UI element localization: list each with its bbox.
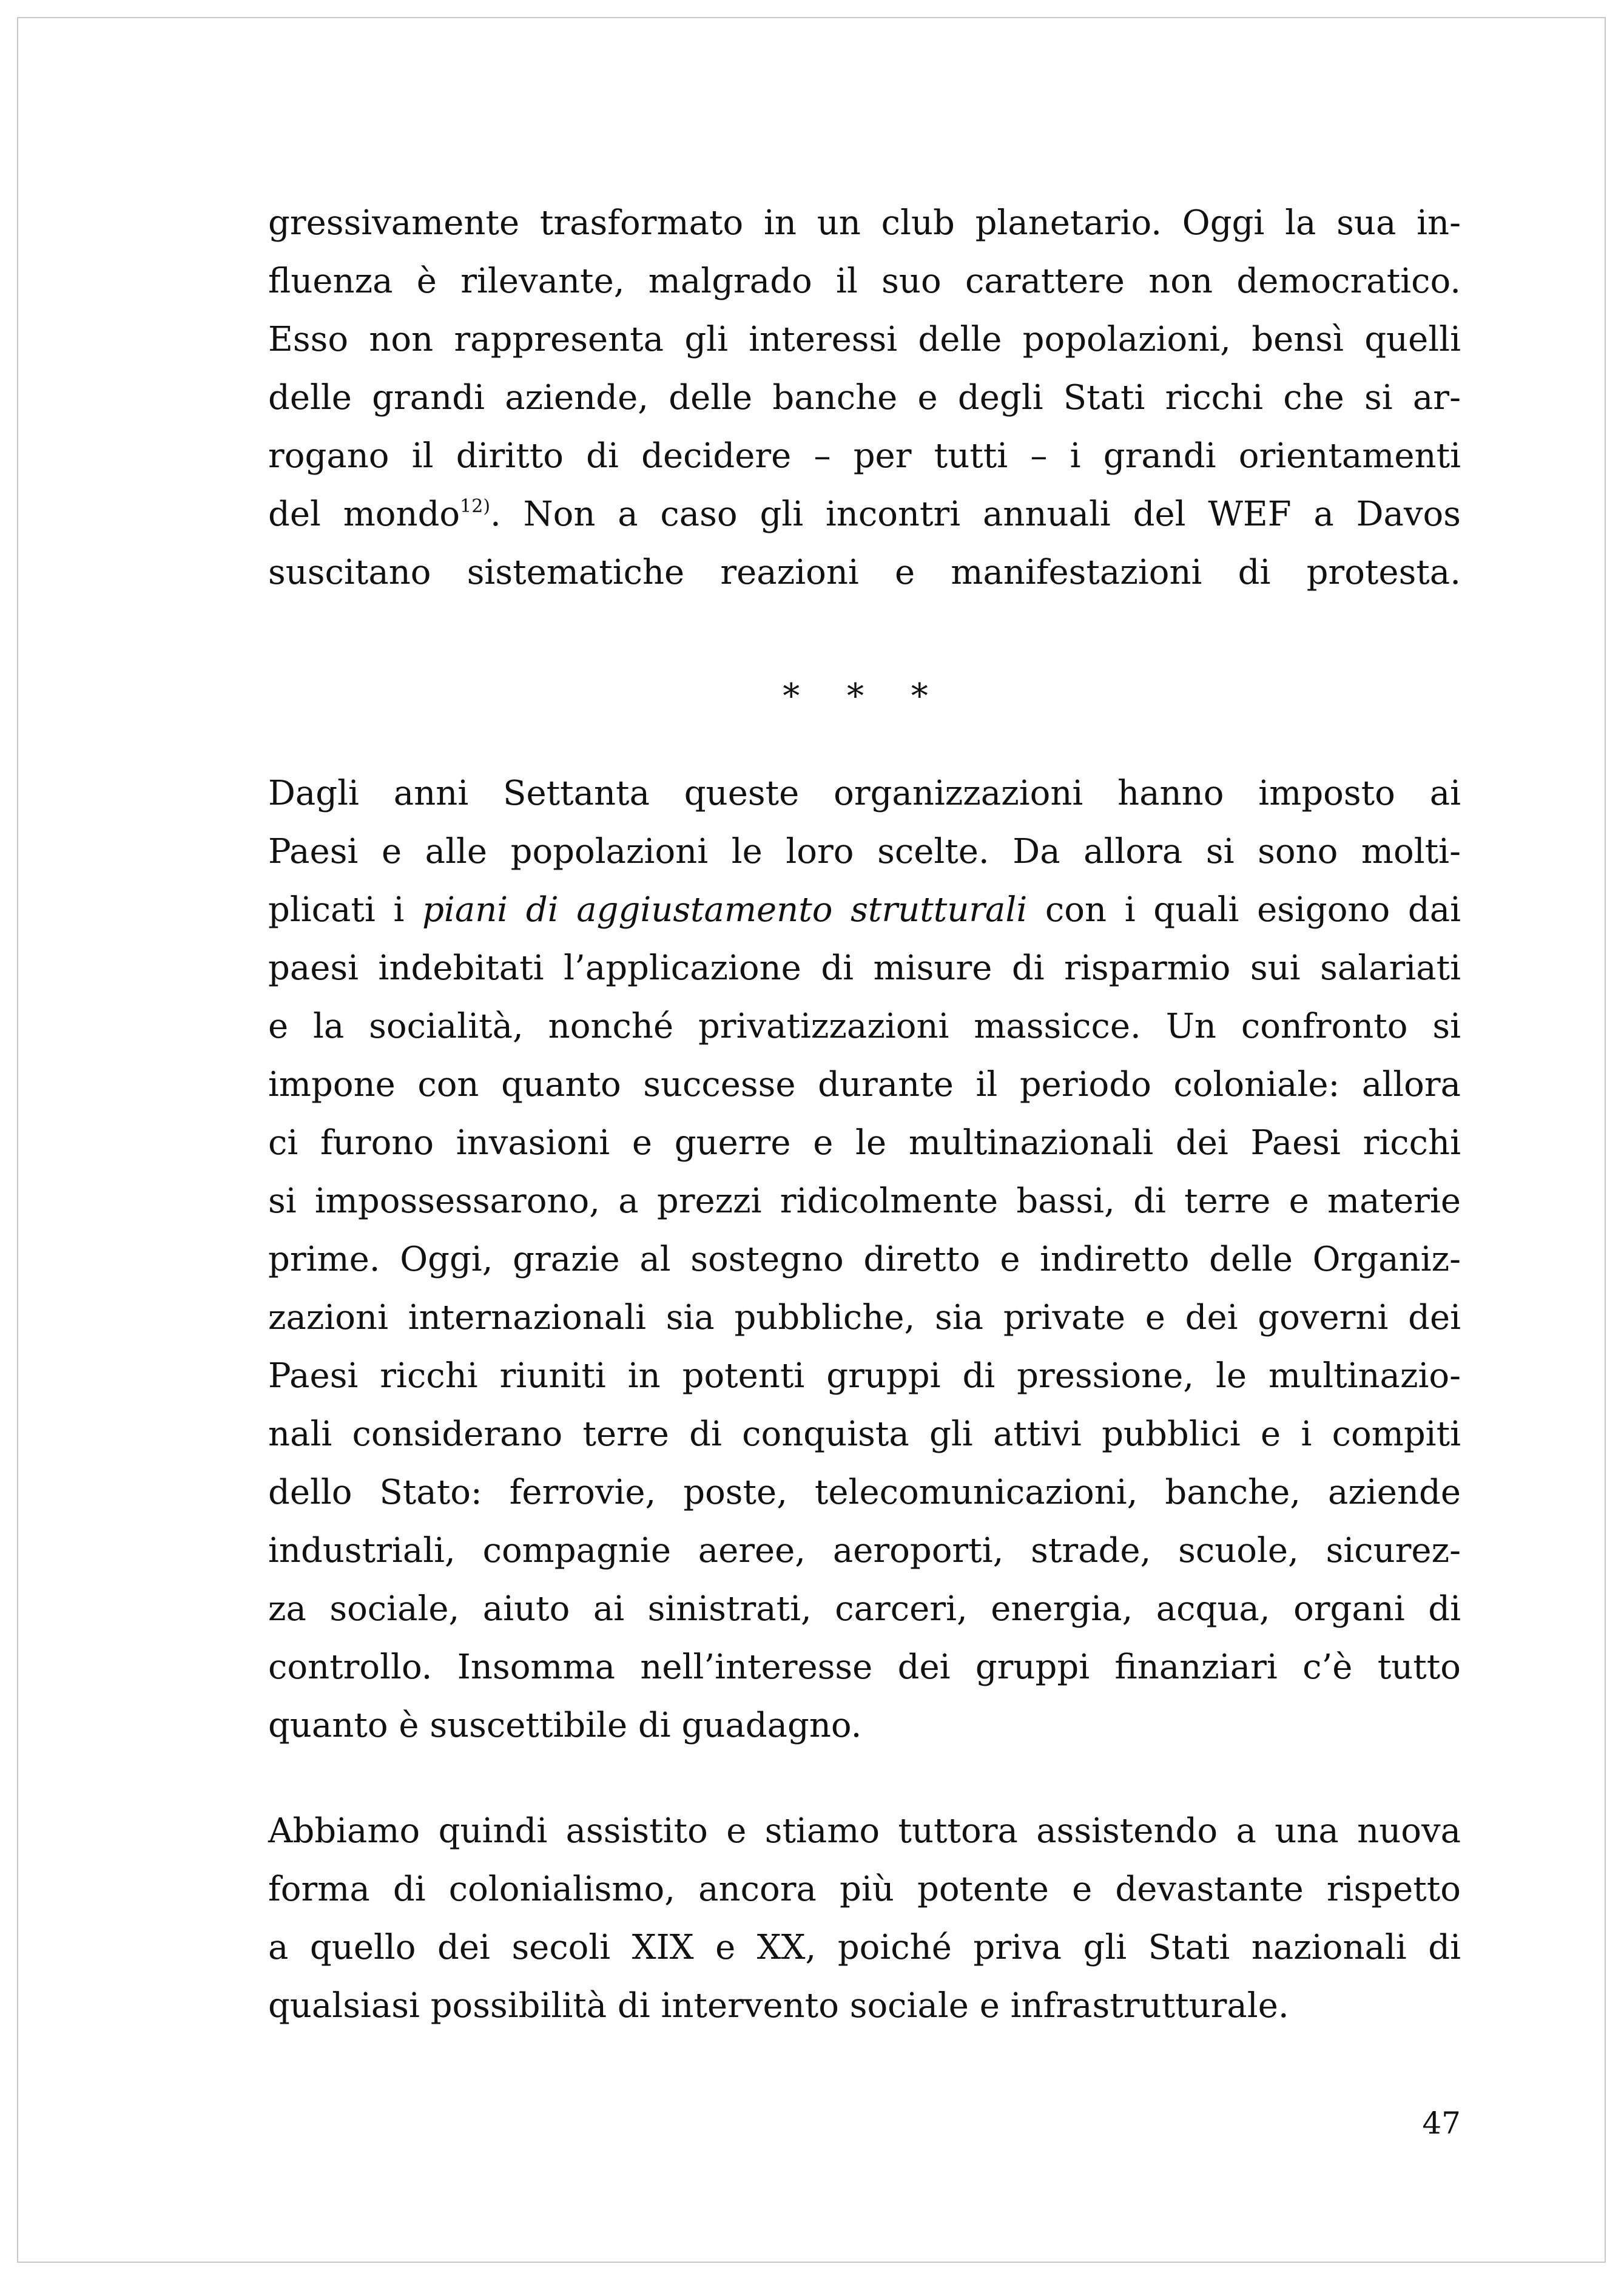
text-line: industriali, compagnie aeree, aeroporti, strade, scuole, sicurez- (268, 1531, 1461, 1570)
text-line: qualsiasi possibilità di intervento sociale e infrastrutturale. (268, 1986, 1289, 2026)
page-frame (17, 17, 1606, 2263)
footnote-reference[interactable]: 12) (460, 496, 491, 517)
paragraph-1 (268, 194, 1461, 602)
text-line: quanto è suscettibile di guadagno. (268, 1706, 862, 1745)
text-line: gressivamente trasformato in un club planetario. Oggi la sua in- (268, 203, 1461, 243)
text-line: delle grandi aziende, delle banche e degli Stati ricchi che si ar- (268, 378, 1461, 417)
text-fragment: del mondo (268, 495, 460, 534)
text-line: paesi indebitati l’applicazione di misure di risparmio sui salariati (268, 948, 1461, 988)
text-fragment: con i quali esigono dai (1027, 890, 1461, 930)
text-line: dello Stato: ferrovie, poste, telecomunicazioni, banche, aziende (268, 1473, 1461, 1512)
italic-term: piani di aggiustamento strutturali (422, 890, 1028, 930)
text-line: zazioni internazionali sia pubbliche, sia private e dei governi dei (268, 1298, 1461, 1337)
section-separator: * * * (783, 677, 946, 716)
text-line: Paesi e alle popolazioni le loro scelte. Da allora si sono molti- (268, 832, 1461, 871)
text-line: suscitano sistematiche reazioni e manifestazioni di protesta. (268, 553, 1461, 592)
text-line: prime. Oggi, grazie al sostegno diretto e indiretto delle Organiz- (268, 1240, 1461, 1279)
text-line-with-italic (268, 881, 1461, 939)
text-line: rogano il diritto di decidere – per tutti – i grandi orientamenti (268, 436, 1461, 476)
text-line: nali considerano terre di conquista gli attivi pubblici e i compiti (268, 1414, 1461, 1454)
text-line: impone con quanto successe durante il periodo coloniale: allora (268, 1065, 1461, 1104)
paragraph-2 (268, 765, 1461, 1755)
text-line-with-footnote (268, 485, 1461, 544)
text-line: za sociale, aiuto ai sinistrati, carceri, energia, acqua, organi di (268, 1589, 1461, 1629)
text-line: Abbiamo quindi assistito e stiamo tuttora assistendo a una nuova (268, 1811, 1461, 1851)
text-line: si impossessarono, a prezzi ridicolmente bassi, di terre e materie (268, 1181, 1461, 1221)
text-line: a quello dei secoli XIX e XX, poiché priva gli Stati nazionali di (268, 1928, 1461, 1967)
text-line: Dagli anni Settanta queste organizzazioni hanno imposto ai (268, 774, 1461, 813)
text-line: Paesi ricchi riuniti in potenti gruppi di pressione, le multinazio- (268, 1356, 1461, 1396)
text-line: controllo. Insomma nell’interesse dei gruppi finanziari c’è tutto (268, 1647, 1461, 1687)
paragraph-3 (268, 1802, 1461, 2035)
text-line: forma di colonialismo, ancora più potente e devastante rispetto (268, 1870, 1461, 1909)
text-line: Esso non rappresenta gli interessi delle popolazioni, bensì quelli (268, 320, 1461, 359)
text-line: e la socialità, nonché privatizzazioni massicce. Un confronto si (268, 1007, 1461, 1046)
text-fragment: plicati i (268, 890, 423, 930)
page-number: 47 (1422, 2106, 1461, 2141)
text-line: ci furono invasioni e guerre e le multinazionali dei Paesi ricchi (268, 1123, 1461, 1163)
text-fragment: . Non a caso gli incontri annuali del WEF a Davos (490, 495, 1461, 534)
text-line: fluenza è rilevante, malgrado il suo carattere non democratico. (268, 262, 1461, 301)
